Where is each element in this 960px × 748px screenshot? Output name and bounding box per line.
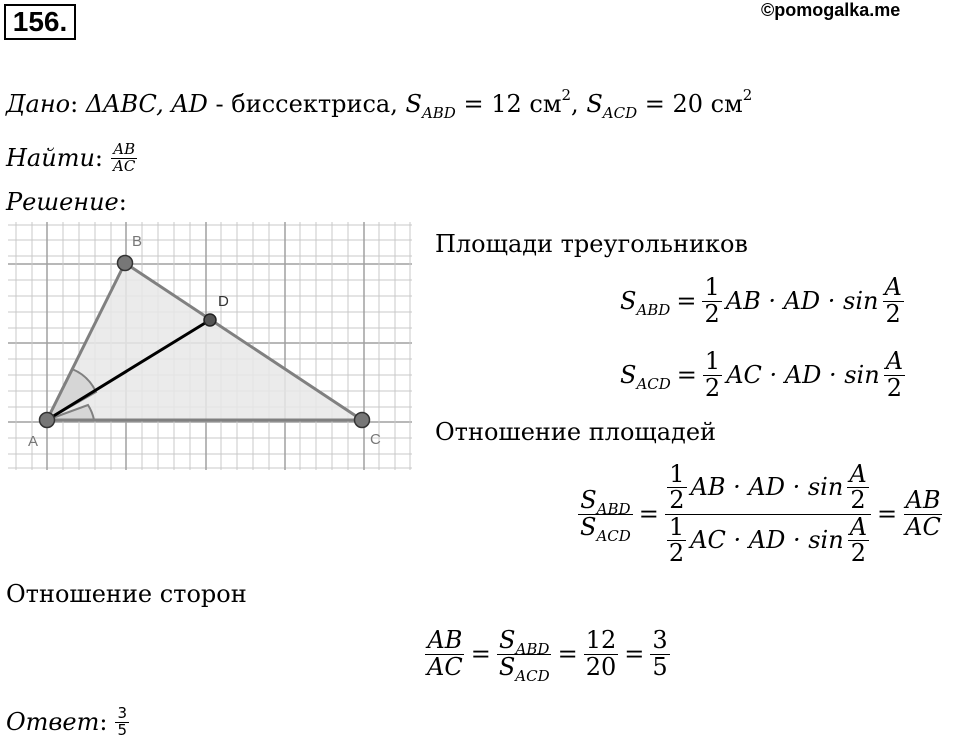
label-d: D: [218, 293, 229, 310]
given-label: Дано: [6, 90, 71, 118]
given-s-abd-value: = 12 $см^2$,: [463, 86, 579, 118]
find-line: Найти : $\frac{AB}{AC}$: [6, 139, 136, 175]
label-b: B: [132, 233, 143, 250]
ratio-big-fraction: $\frac{1}{2}$ AB · AD · sin $\frac{A}{2}$ $\frac{1}{2}$ AC · AD · sin $\frac{A}{2}$: [665, 462, 871, 566]
solution-label: Решение:: [6, 188, 127, 216]
point-d: [204, 314, 216, 326]
given-bisector-word: - биссектриса,: [215, 90, 398, 118]
point-b: [118, 256, 133, 271]
ratio-areas-heading: Отношение площадей: [435, 418, 717, 446]
find-label: Найти: [6, 144, 95, 172]
ratio-result-fraction: $\frac{AB}{AC}$: [905, 486, 941, 541]
point-c: [355, 413, 370, 428]
label-c: C: [370, 431, 381, 448]
given-triangle: ΔABC, AD: [85, 90, 208, 118]
answer-fraction: $\frac{3}{5}$: [117, 703, 128, 739]
area-acd-formula: $S_{ACD}$ = $\frac{1}{2}$ AC · AD · sin $\frac{A}{2}$: [620, 347, 904, 402]
triangle-fill: [47, 263, 362, 420]
given-s-acd: $S_{ACD}$: [586, 90, 638, 122]
ratio-sides-formula: $\frac{AB}{AC}$ = $\frac{S_{ABD}}{S_{ACD}}$ = $\frac{12}{20}$ = $\frac{3}{5}$: [427, 626, 668, 685]
areas-heading: Площади треугольников: [435, 230, 748, 258]
problem-number: 156.: [4, 4, 76, 40]
ratio-sides-heading: Отношение сторон: [6, 580, 247, 608]
given-s-abd: $S_{ABD}$: [405, 90, 456, 122]
answer-label: Ответ: [6, 708, 100, 736]
triangle-diagram: [8, 222, 412, 470]
given-s-acd-value: = 20 $см^2$: [644, 86, 753, 118]
answer-line: Ответ : $\frac{3}{5}$: [6, 703, 128, 739]
given-line: Дано: ΔABC, AD - биссектриса, $S_{ABD} = 12$ $см^2$, $S_{ACD} = 20$ $см^2$: [6, 86, 753, 122]
find-fraction: $\frac{AB}{AC}$: [113, 139, 136, 175]
label-a: A: [28, 433, 39, 450]
watermark: ©pomogalka.me: [761, 0, 901, 20]
point-a: [40, 413, 55, 428]
ratio-s-fraction: $\frac{S_{ABD}}{S_{ACD}}$: [580, 486, 631, 545]
area-abd-formula: $S_{ABD}$ = $\frac{1}{2}$ AB · AD · sin $\frac{A}{2}$: [620, 273, 902, 328]
ratio-areas-formula: $\frac{S_{ABD}}{S_{ACD}}$ = $\frac{1}{2}$ AB · AD · sin $\frac{A}{2}$ $\frac{1}{2}$ AC · AD · sin $\frac{A}{2}$ = $\frac{AB}{AC}$: [580, 460, 941, 567]
